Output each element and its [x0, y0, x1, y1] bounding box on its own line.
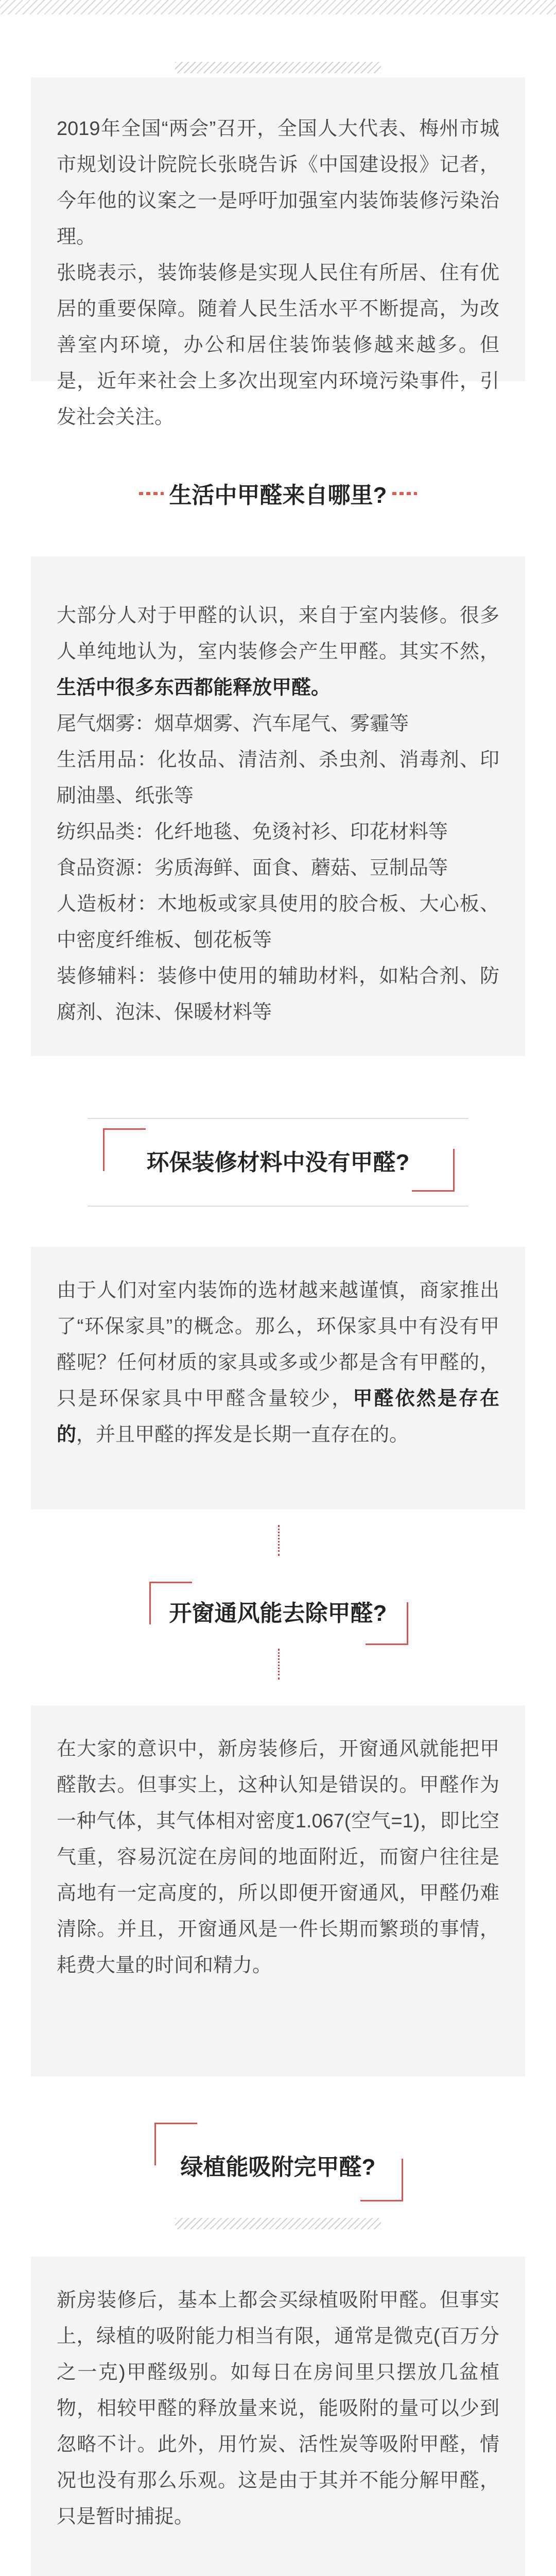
intro-paragraph-1: 2019年全国“两会”召开，全国人大代表、梅州市城市规划设计院院长张晓告诉《中国建设报》记者，今年他的议案之一是呼吁加强室内装饰装修污染治理。 [57, 118, 499, 248]
section3-paragraph: 在大家的意识中，新房装修后，开窗通风就能把甲醛散去。但事实上，这种认知是错误的。甲醛作为一种气体，其气体相对密度1.067(空气=1)，即比空气重，容易沉淀在房间的地面附近，而窗户往往是高地有一定高度的，所以即便开窗通风，甲醛仍难清除。并且，开窗通风是一件长期而繁琐的事情，耗费大量的时间和精力。 [57, 1738, 499, 1976]
section2-rule-top [88, 1118, 468, 1119]
source-line-2: 生活用品：化妆品、清洁剂、杀虫剂、消毒剂、印刷油墨、纸张等 [57, 749, 499, 807]
section3-bracket-right [366, 1602, 408, 1645]
section3-dotted-top [278, 1525, 280, 1556]
section2-title: 环保装修材料中没有甲醛? [146, 1150, 410, 1175]
section4-text [57, 2282, 499, 2535]
section3-title: 开窗通风能去除甲醛? [169, 1601, 387, 1626]
section1-intro: 大部分人对于甲醛的认识，来自于室内装修。很多人单纯地认为，室内装修会产生甲醛。其实不然， [57, 605, 499, 663]
source-line-4: 食品资源：劣质海鲜、面食、蘑菇、豆制品等 [57, 857, 448, 879]
section1-dash-right [392, 492, 417, 495]
section4-hatch [175, 2218, 381, 2229]
section3-dotted-bottom [278, 1649, 280, 1680]
section1-title: 生活中甲醛来自哪里? [169, 483, 387, 508]
source-line-1: 尾气烟雾：烟草烟雾、汽车尾气、雾霾等 [57, 713, 409, 735]
section2-rule-bottom [88, 1206, 468, 1207]
section3-text [57, 1731, 499, 1984]
top-hatch-band [0, 0, 556, 14]
section2-text-b: ，并且甲醛的挥发是长期一直存在的。 [76, 1424, 409, 1446]
source-line-3: 纺织品类：化纤地毯、免烫衬衫、印花材料等 [57, 821, 448, 843]
section2-bracket-right [412, 1149, 455, 1192]
section4-paragraph: 新房装修后，基本上都会买绿植吸附甲醛。但事实上，绿植的吸附能力相当有限，通常是微克(百万分之一克)甲醛级别。如每日在房间里只摆放几盆植物，相较甲醛的释放量来说，能吸附的量可以少到忽略不计。此外，用竹炭、活性炭等吸附甲醛，情况也没有那么乐观。这是由于其并不能分解甲醛，只是暂时捕捉。 [57, 2290, 499, 2528]
source-line-6: 装修辅料：装修中使用的辅助材料，如粘合剂、防腐剂、泡沫、保暖材料等 [57, 965, 499, 1023]
section4-title: 绿植能吸附完甲醛? [180, 2155, 376, 2180]
section2-text [57, 1273, 499, 1453]
intro-text [57, 111, 499, 435]
section2-text-a: 由于人们对室内装饰的选材越来越谨慎，商家推出了“环保家具”的概念。那么，环保家具中有没有甲醛呢？任何材质的家具或多或少都是含有甲醛的，只是环保家具中甲醛含量较少， [57, 1280, 499, 1410]
section1-bold: 生活中很多东西都能释放甲醛。 [57, 677, 331, 699]
section4-bracket-right [360, 2159, 403, 2201]
intro-hatch-top [175, 62, 381, 73]
section1-text [57, 598, 499, 1030]
intro-paragraph-2: 张晓表示，装饰装修是实现人民住有所居、住有优居的重要保障。随着人民生活水平不断提高，为改善室内环境，办公和居住装饰装修越来越多。但是，近年来社会上多次出现室内环境污染事件，引发社会关注。 [57, 262, 499, 428]
section2-bold: 甲醛依然是存在的 [57, 1388, 499, 1446]
source-line-5: 人造板材：木地板或家具使用的胶合板、大心板、中密度纤维板、刨花板等 [57, 893, 499, 951]
